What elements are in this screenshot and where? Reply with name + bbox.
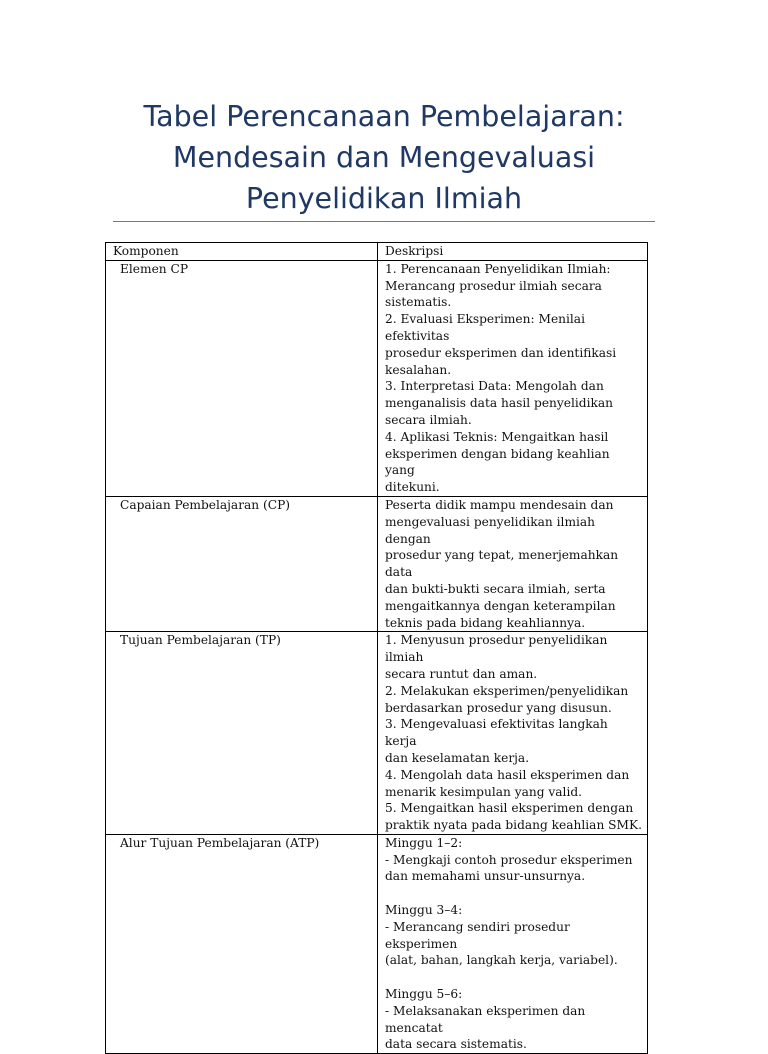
table-row bbox=[106, 496, 648, 631]
deskripsi-line: menarik kesimpulan yang valid. bbox=[385, 784, 583, 799]
deskripsi-line: mengaitkannya dengan keterampilan bbox=[385, 598, 616, 613]
deskripsi-line: Peserta didik mampu mendesain dan bbox=[385, 497, 614, 512]
title-line: Mendesain dan Mengevaluasi bbox=[172, 141, 596, 174]
deskripsi-line: 1. Menyusun prosedur penyelidikan ilmiah bbox=[385, 633, 612, 665]
deskripsi-line: Minggu 3–4: bbox=[385, 903, 463, 918]
deskripsi-line: ditekuni. bbox=[385, 480, 440, 495]
deskripsi-line: 2. Melakukan eksperimen/penyelidikan bbox=[385, 683, 629, 698]
table-row bbox=[106, 834, 648, 1053]
deskripsi-line: berdasarkan prosedur yang disusun. bbox=[385, 700, 612, 715]
deskripsi-line bbox=[385, 969, 643, 986]
deskripsi-line: dan memahami unsur-unsurnya. bbox=[385, 869, 586, 884]
deskripsi-line: mengevaluasi penyelidikan ilmiah dengan bbox=[385, 514, 599, 546]
deskripsi-line: Merancang prosedur ilmiah secara bbox=[385, 278, 602, 293]
title-line: Tabel Perencanaan Pembelajaran: bbox=[143, 100, 625, 133]
deskripsi-line: 3. Mengevaluasi efektivitas langkah kerja bbox=[385, 717, 612, 749]
deskripsi-cell bbox=[378, 260, 648, 496]
deskripsi-line: data secara sistematis. bbox=[385, 1037, 527, 1052]
deskripsi-line: 5. Mengaitkan hasil eksperimen dengan bbox=[385, 801, 634, 816]
deskripsi-line: sistematis. bbox=[385, 295, 452, 310]
deskripsi-line: praktik nyata pada bidang keahlian SMK. bbox=[385, 818, 642, 833]
deskripsi-line: 2. Evaluasi Eksperimen: Menilai efektivitas bbox=[385, 312, 589, 343]
table-row bbox=[106, 260, 648, 496]
deskripsi-line: 4. Aplikasi Teknis: Mengaitkan hasil bbox=[385, 429, 609, 444]
deskripsi-line: 4. Mengolah data hasil eksperimen dan bbox=[385, 767, 630, 782]
komponen-cell: Tujuan Pembelajaran (TP) bbox=[106, 632, 378, 835]
deskripsi-line: Minggu 1–2: bbox=[385, 835, 463, 850]
deskripsi-line: - Mengkaji contoh prosedur eksperimen bbox=[385, 852, 633, 867]
deskripsi-line: menganalisis data hasil penyelidikan bbox=[385, 396, 613, 411]
table-row bbox=[106, 632, 648, 835]
deskripsi-line: eksperimen dengan bidang keahlian yang bbox=[385, 446, 614, 478]
document-title bbox=[112, 96, 656, 219]
deskripsi-line: (alat, bahan, langkah kerja, variabel). bbox=[385, 953, 618, 968]
deskripsi-cell bbox=[378, 834, 648, 1053]
deskripsi-line: secara ilmiah. bbox=[385, 412, 472, 427]
title-line: Penyelidikan Ilmiah bbox=[245, 182, 523, 215]
komponen-cell: Capaian Pembelajaran (CP) bbox=[106, 496, 378, 631]
column-header-komponen: Komponen bbox=[106, 243, 378, 261]
deskripsi-line: kesalahan. bbox=[385, 362, 452, 377]
table-header-row bbox=[106, 243, 648, 261]
deskripsi-line: dan bukti-bukti secara ilmiah, serta bbox=[385, 581, 606, 596]
planning-table bbox=[105, 242, 648, 1054]
deskripsi-line: prosedur eksperimen dan identifikasi bbox=[385, 345, 617, 360]
deskripsi-line: dan keselamatan kerja. bbox=[385, 750, 530, 765]
deskripsi-line: teknis pada bidang keahliannya. bbox=[385, 615, 586, 630]
deskripsi-line: Minggu 5–6: bbox=[385, 987, 463, 1002]
deskripsi-line: prosedur yang tepat, menerjemahkan data bbox=[385, 548, 622, 580]
komponen-cell: Alur Tujuan Pembelajaran (ATP) bbox=[106, 834, 378, 1053]
deskripsi-cell bbox=[378, 632, 648, 835]
deskripsi-cell bbox=[378, 496, 648, 631]
deskripsi-line: secara runtut dan aman. bbox=[385, 666, 538, 681]
deskripsi-line: - Merancang sendiri prosedur eksperimen bbox=[385, 919, 574, 951]
title-divider bbox=[113, 221, 655, 222]
deskripsi-line bbox=[385, 885, 643, 902]
deskripsi-line: - Melaksanakan eksperimen dan mencatat bbox=[385, 1003, 590, 1035]
komponen-cell: Elemen CP bbox=[106, 260, 378, 496]
deskripsi-line: 1. Perencanaan Penyelidikan Ilmiah: bbox=[385, 261, 611, 276]
deskripsi-line: 3. Interpretasi Data: Mengolah dan bbox=[385, 379, 604, 394]
column-header-deskripsi: Deskripsi bbox=[378, 243, 648, 261]
